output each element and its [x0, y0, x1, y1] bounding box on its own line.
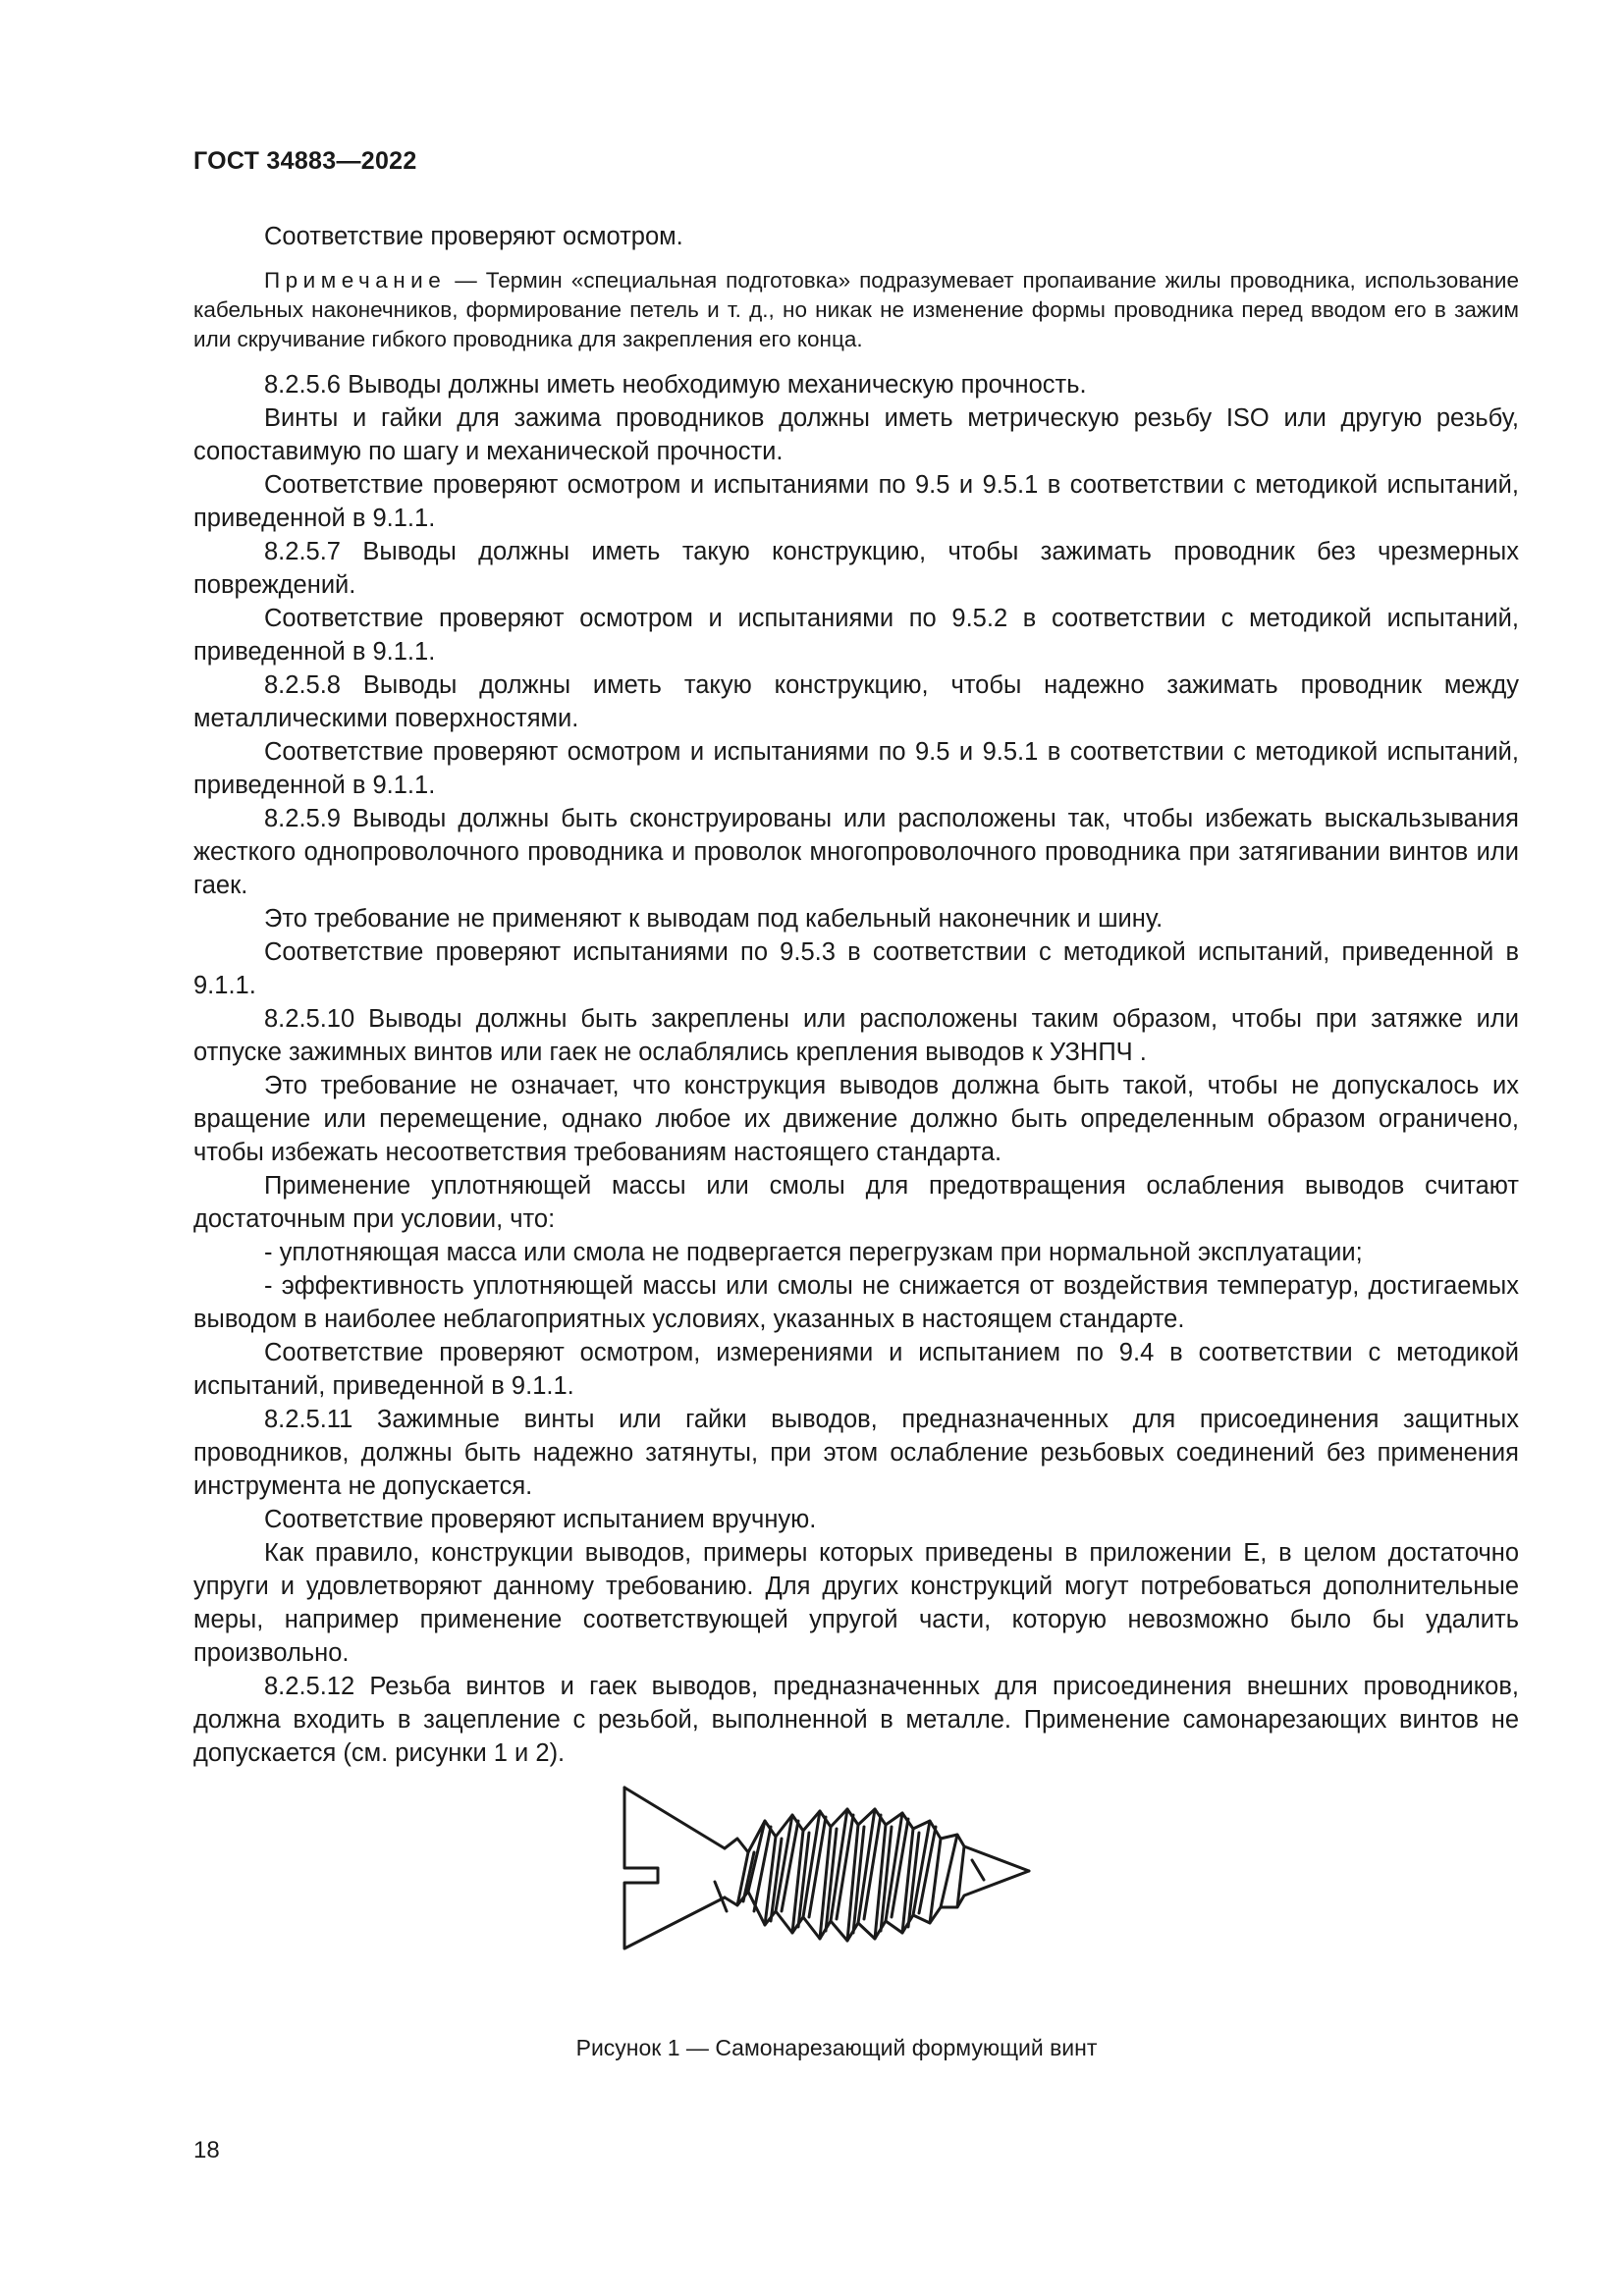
- body-paragraph: 8.2.5.8 Выводы должны иметь такую конструкцию, чтобы надежно зажимать проводник между металлическими поверхностями.: [193, 671, 1519, 732]
- page-number: 18: [193, 2137, 220, 2163]
- body-paragraph: Соответствие проверяют осмотром.: [264, 223, 683, 250]
- body-paragraph: Соответствие проверяют осмотром, измерениями и испытанием по 9.4 в соответствии с методикой испытаний, приведенной в 9.1.1.: [193, 1339, 1519, 1400]
- self-tapping-screw-drawing: [609, 1782, 1100, 1998]
- body-paragraph: Соответствие проверяют испытаниями по 9.5.3 в соответствии с методикой испытаний, приведенной в 9.1.1.: [193, 938, 1519, 999]
- body-paragraph: Винты и гайки для зажима проводников должны иметь метрическую резьбу ISO или другую резьбу, сопоставимую по шагу и механической прочности.: [193, 404, 1519, 465]
- body-paragraph: Это требование не применяют к выводам под кабельный наконечник и шину.: [264, 905, 1164, 933]
- document-body: [193, 220, 1519, 1770]
- figure-1: [609, 1782, 1100, 1998]
- note-text: — Термин «специальная подготовка» подразумевает пропаивание жилы проводника, использование кабельных наконечников, формирование петель и т. д., но никак не изменение формы проводника перед вводом его в зажим или скручивание гибкого проводника для закрепления его конца.: [193, 268, 1519, 351]
- document-header: ГОСТ 34883—2022: [193, 147, 417, 175]
- body-paragraph: 8.2.5.6 Выводы должны иметь необходимую механическую прочность.: [264, 371, 1087, 399]
- body-paragraph: Соответствие проверяют осмотром и испытаниями по 9.5.2 в соответствии с методикой испытаний, приведенной в 9.1.1.: [193, 605, 1519, 666]
- body-paragraph: - уплотняющая масса или смола не подвергается перегрузкам при нормальной эксплуатации;: [264, 1239, 1363, 1266]
- body-paragraph: Это требование не означает, что конструкция выводов должна быть такой, чтобы не допускалось их вращение или перемещение, однако любое их движение должно быть определенным образом ограничено, чтобы избежать несоответствия требованиям настоящего стандарта.: [193, 1072, 1519, 1166]
- body-paragraph: - эффективность уплотняющей массы или смолы не снижается от воздействия температур, достигаемых выводом в наиболее неблагоприятных условиях, указанных в настоящем стандарте.: [193, 1272, 1519, 1333]
- body-paragraph: Применение уплотняющей массы или смолы для предотвращения ослабления выводов считают достаточным при условии, что:: [193, 1172, 1519, 1233]
- body-paragraph: 8.2.5.12 Резьба винтов и гаек выводов, предназначенных для присоединения внешних проводников, должна входить в зацепление с резьбой, выполненной в металле. Применение самонарезающих винтов не допускается (см. рисунки 1 и 2).: [193, 1673, 1519, 1767]
- body-paragraph: Соответствие проверяют осмотром и испытаниями по 9.5 и 9.5.1 в соответствии с методикой испытаний, приведенной в 9.1.1.: [193, 738, 1519, 799]
- body-paragraph: Соответствие проверяют испытанием вручную.: [264, 1506, 817, 1533]
- body-paragraph: Соответствие проверяют осмотром и испытаниями по 9.5 и 9.5.1 в соответствии с методикой испытаний, приведенной в 9.1.1.: [193, 471, 1519, 532]
- body-paragraph: 8.2.5.9 Выводы должны быть сконструированы или расположены так, чтобы избежать выскальзывания жесткого однопроволочного проводника и проволок многопроволочного проводника при затягивании винтов или гаек.: [193, 805, 1519, 899]
- figure-caption: Рисунок 1 — Самонарезающий формующий винт: [575, 2035, 1098, 2060]
- body-paragraph: 8.2.5.11 Зажимные винты или гайки выводов, предназначенных для присоединения защитных проводников, должны быть надежно затянуты, при этом ослабление резьбовых соединений без применения инструмента не допускается.: [193, 1406, 1519, 1500]
- body-paragraph: Как правило, конструкции выводов, примеры которых приведены в приложении Е, в целом достаточно упруги и удовлетворяют данному требованию. Для других конструкций могут потребоваться дополнительные меры, например применение соответствующей упругой части, которую невозможно было бы удалить произвольно.: [193, 1539, 1519, 1667]
- body-paragraph: 8.2.5.7 Выводы должны иметь такую конструкцию, чтобы зажимать проводник без чрезмерных повреждений.: [193, 538, 1519, 599]
- body-paragraph: 8.2.5.10 Выводы должны быть закреплены или расположены таким образом, чтобы при затяжке или отпуске зажимных винтов или гаек не ослаблялись крепления выводов к УЗНПЧ .: [193, 1005, 1519, 1066]
- note-paragraph: [193, 266, 1519, 354]
- note-label: Примечание: [264, 268, 447, 293]
